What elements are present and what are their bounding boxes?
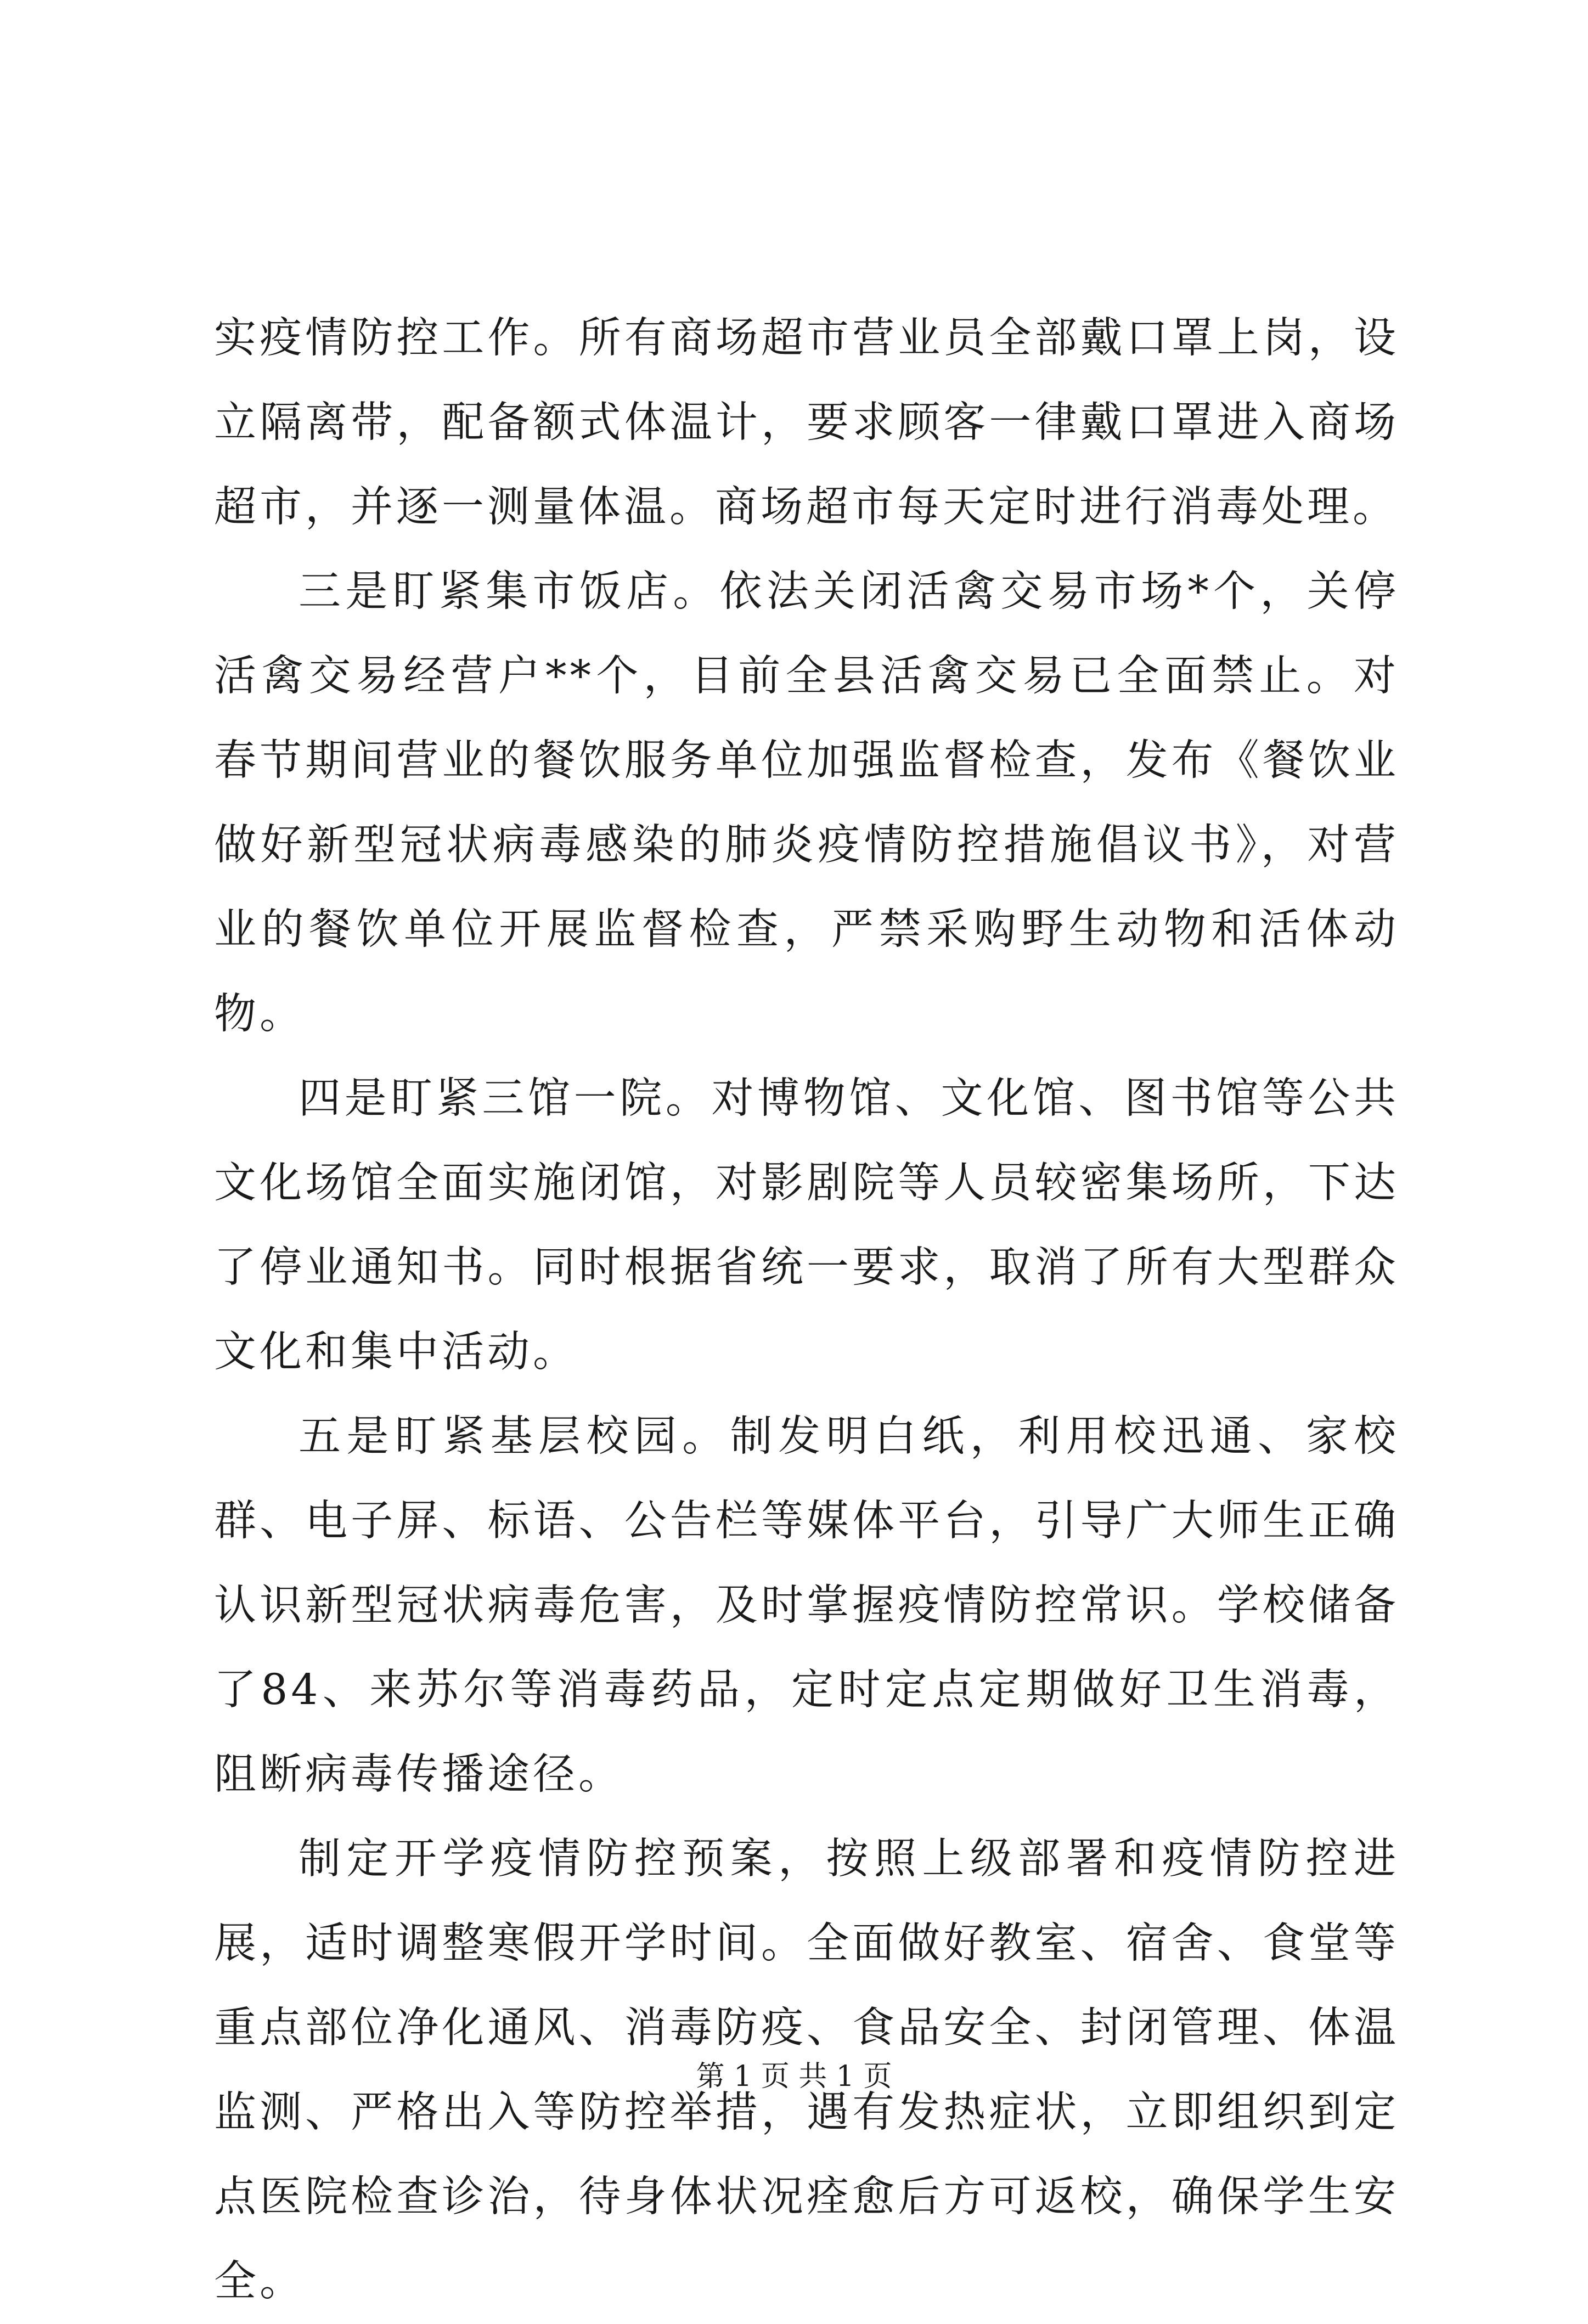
page-number-label: 第 1 页 共 1 页	[696, 2060, 892, 2093]
paragraph-3: 四是盯紧三馆一院。对博物馆、文化馆、图书馆等公共文化场馆全面实施闭馆，对影剧院等人员较密集场所，下达了停业通知书。同时根据省统一要求，取消了所有大型群众文化和集中活动。	[214, 1074, 1399, 1377]
paragraph-1: 实疫情防控工作。所有商场超市营业员全部戴口罩上岗，设立隔离带，配备额式体温计，要求顾客一律戴口罩进入商场超市，并逐一测量体温。商场超市每天定时进行消毒处理。	[214, 314, 1399, 532]
paragraph-2: 三是盯紧集市饭店。依法关闭活禽交易市场*个，关停活禽交易经营户**个，目前全县活禽交易已全面禁止。对春节期间营业的餐饮服务单位加强监督检查，发布《餐饮业做好新型冠状病毒感染的肺炎疫情防控措施倡议书》，对营业的餐饮单位开展监督检查，严禁采购野生动物和活体动物。	[214, 567, 1399, 1039]
paragraph-5: 制定开学疫情防控预案，按照上级部署和疫情防控进展，适时调整寒假开学时间。全面做好教室、宿舍、食堂等重点部位净化通风、消毒防疫、食品安全、封闭管理、体温监测、严格出入等防控举措，遇有发热症状，立即组织到定点医院检查诊治，待身体状况痊愈后方可返校，确保学生安全。	[214, 1835, 1399, 2306]
paragraph-4: 五是盯紧基层校园。制发明白纸，利用校迅通、家校群、电子屏、标语、公告栏等媒体平台，引导广大师生正确认识新型冠状病毒危害，及时掌握疫情防控常识。学校储备了84、来苏尔等消毒药品，定时定点定期做好卫生消毒，阻断病毒传播途径。	[214, 1412, 1399, 1799]
document-body	[214, 296, 1399, 2324]
page-footer	[0, 2057, 1588, 2096]
